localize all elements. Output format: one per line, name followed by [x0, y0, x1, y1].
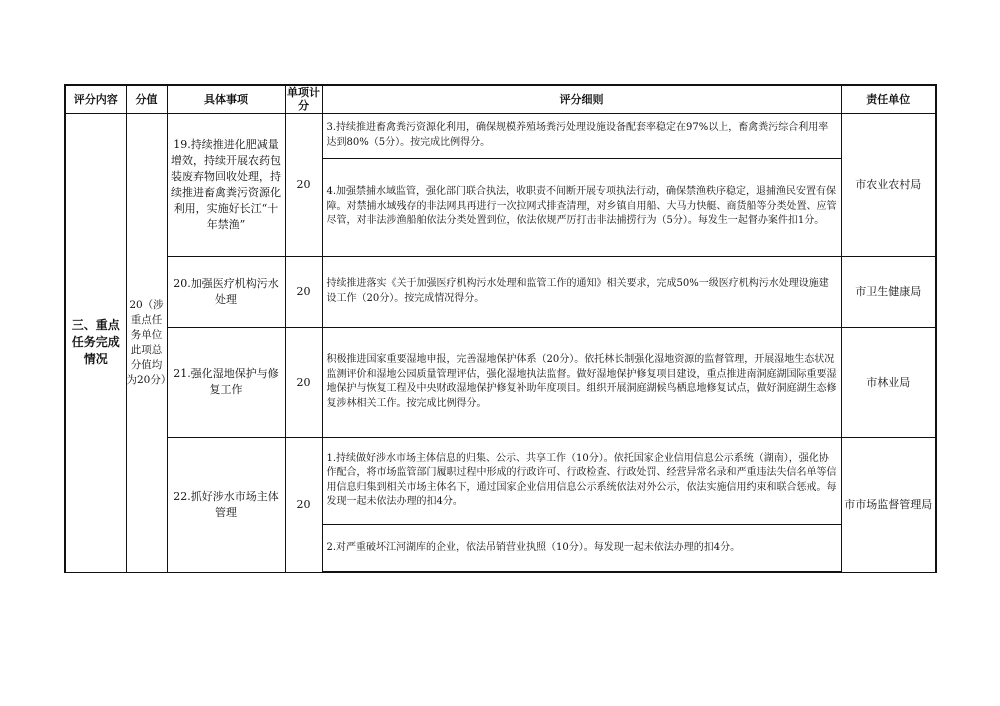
item-name-cell: [167, 113, 285, 256]
header-detail: 评分细则: [322, 85, 841, 113]
header-row: [65, 85, 936, 113]
detail-cell: [322, 524, 841, 572]
category-label: 三、重点任务完成情况: [71, 318, 120, 366]
table-row: [65, 113, 936, 158]
dept-cell: [841, 327, 936, 437]
detail-cell: [322, 437, 841, 524]
detail-text: 2.对严重破坏江河湖库的企业，依法吊销营业执照（10分）。每发现一起未依法办理的扣4分。: [326, 541, 741, 553]
item-points-cell: [285, 256, 322, 327]
evaluation-table: [64, 84, 937, 573]
item-name-cell: [167, 327, 285, 437]
header-item: 具体事项: [167, 85, 285, 113]
detail-cell: [322, 113, 841, 158]
item-points-cell: [285, 437, 322, 572]
detail-text: 1.持续做好涉水市场主体信息的归集、公示、共享工作（10分）。依托国家企业信用信息公示系统（湖南），强化协作配合，将市场监管部门履职过程中形成的行政许可、行政检查、行政处罚、经营异常名录和严重违法失信名单等信用信息归集到相关市场主体名下，通过国家企业信用信息公示系统依法对外公示，依法实施信用约束和联合惩戒。每发现一起未依法办理的扣4分。: [326, 452, 837, 507]
header-score: 分值: [126, 85, 167, 113]
dept-name: 市农业农村局: [855, 178, 922, 191]
detail-text: 4.加强禁捕水域监管，强化部门联合执法，收职责不间断开展专项执法行动，确保禁渔秩序稳定，退捕渔民安置有保障。对禁捕水域残存的非法网具再进行一次拉网式排查清理，对乡镇自用船、大马力快艇、商货船等分类处置、应管尽管，对非法涉渔船舶依法分类处置到位，依法依规严厉打击非法捕捞行为（5分）。每发生一起督办案件扣1分。: [326, 186, 837, 227]
item-name: 22.抓好涉水市场主体管理: [173, 489, 279, 519]
table-row: [65, 256, 936, 327]
category-score-cell: [126, 113, 172, 572]
dept-name: 市林业局: [866, 375, 911, 389]
item-points: 20: [296, 285, 311, 298]
detail-cell: [322, 327, 841, 437]
category-cell: [65, 113, 126, 572]
detail-text: 积极推进国家重要湿地申报，完善湿地保护体系（20分）。依托林长制强化湿地资源的监督管理，开展湿地生态状况监测评价和湿地公园质量管理评估，强化湿地执法监督。做好湿地保护修复项目建设，重点推进南洞庭湖国际重要湿地保护与恢复工程及中央财政湿地保护修复补助年度项目。组织开展洞庭湖候鸟栖息地修复试点，做好洞庭湖生态修复涉林相关工作。按完成比例得分。: [326, 354, 837, 409]
table-row: [65, 327, 936, 437]
detail-cell: [322, 158, 841, 256]
header-dept: 责任单位: [841, 85, 936, 113]
table-row: [65, 437, 936, 524]
item-name: 21.强化湿地保护与修复工作: [173, 367, 279, 396]
detail-text: 3.持续推进畜禽粪污资源化利用，确保规模养殖场粪污处理设施设备配套率稳定在97%以上，畜禽粪污综合利用率达到80%（5分）。按完成比例得分。: [326, 122, 829, 148]
detail-cell: [322, 256, 841, 327]
dept-cell: [841, 256, 936, 327]
dept-name: 市卫生健康局: [855, 285, 922, 298]
item-name: 19.持续推进化肥减量增效，持续开展农药包装废弃物回收处理，持续推进畜禽粪污资源化利用，实施好长江“十年禁渔”: [171, 137, 281, 231]
header-points: 单项计分: [287, 86, 320, 113]
dept-cell: [841, 113, 936, 256]
item-points: 20: [296, 498, 311, 511]
dept-cell: [841, 437, 936, 572]
item-name-cell: [167, 256, 285, 327]
item-points-cell: [285, 113, 322, 256]
dept-name: 市市场监督管理局: [844, 498, 933, 511]
item-points-cell: [285, 327, 322, 437]
item-name-cell: [167, 437, 285, 572]
header-category: 评分内容: [65, 85, 126, 113]
item-points: 20: [296, 178, 311, 191]
category-score-label: 20（涉重点任务单位此项总分值均为20分）: [126, 298, 172, 386]
detail-text: 持续推进落实《关于加强医疗机构污水处理和监管工作的通知》相关要求，完成50%一级医疗机构污水处理设施建设工作（20分）。按完成情况得分。: [326, 278, 829, 304]
item-name: 20.加强医疗机构污水处理: [173, 276, 279, 306]
item-points: 20: [296, 375, 311, 389]
